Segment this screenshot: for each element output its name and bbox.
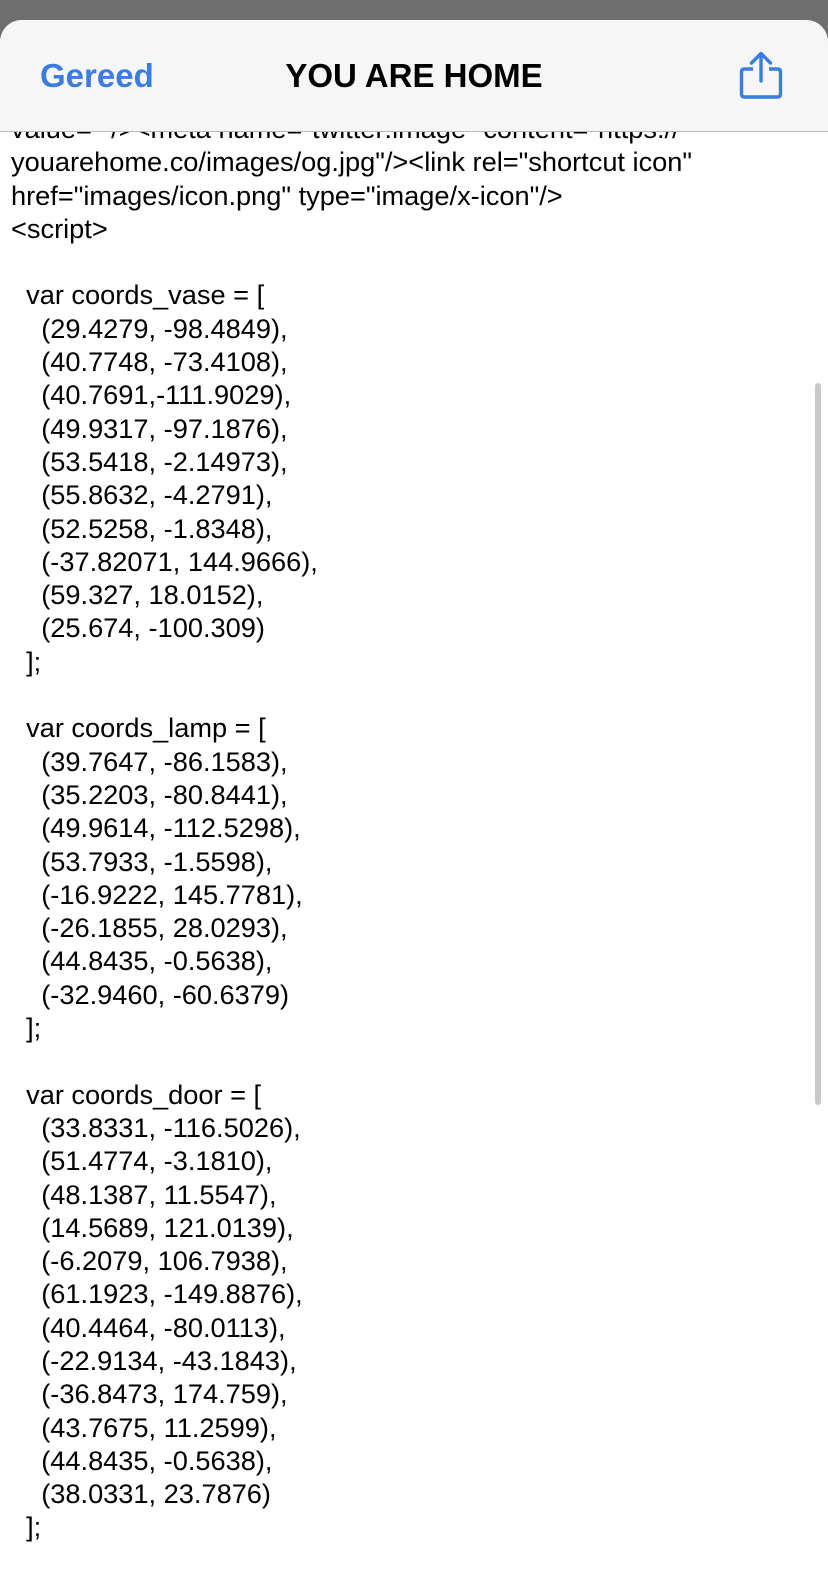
source-viewer-sheet xyxy=(0,20,828,1573)
source-line: (59.327, 18.0152), xyxy=(11,579,264,611)
source-line: (-22.9134, -43.1843), xyxy=(11,1344,297,1376)
source-line: var coords_lamp = [ xyxy=(11,712,266,744)
source-line: (14.5689, 121.0139), xyxy=(11,1211,294,1243)
navigation-bar xyxy=(0,20,828,132)
source-line: <script> xyxy=(11,212,108,244)
source-line: (35.2203, -80.8441), xyxy=(11,778,288,810)
source-line: (33.8331, -116.5026), xyxy=(11,1111,301,1143)
source-line: ]; xyxy=(11,1511,42,1543)
source-line: (49.9317, -97.1876), xyxy=(11,412,288,444)
source-code-text xyxy=(11,112,692,1544)
share-icon-graphic xyxy=(738,50,784,100)
page-title: YOU ARE HOME xyxy=(285,57,543,94)
source-line: (51.4774, -3.1810), xyxy=(11,1145,273,1177)
source-code-view[interactable] xyxy=(0,20,828,1573)
source-line: (43.7675, 11.2599), xyxy=(11,1411,277,1443)
source-line: (40.7691,-111.9029), xyxy=(11,379,292,411)
source-line: (-36.8473, 174.759), xyxy=(11,1378,288,1410)
source-line: youarehome.co/images/og.jpg"/><link rel="shortcut icon" xyxy=(11,146,693,178)
vertical-scrollbar[interactable] xyxy=(815,383,821,1105)
source-line: (29.4279, -98.4849), xyxy=(11,312,288,344)
source-line: (-26.1855, 28.0293), xyxy=(11,912,288,944)
source-line: (-16.9222, 145.7781), xyxy=(11,878,303,910)
share-icon[interactable] xyxy=(738,50,784,100)
source-line: (53.5418, -2.14973), xyxy=(11,445,288,477)
source-line: (49.9614, -112.5298), xyxy=(11,812,301,844)
source-line: (44.8435, -0.5638), xyxy=(11,945,273,977)
source-line: (44.8435, -0.5638), xyxy=(11,1444,273,1476)
source-line: var coords_vase = [ xyxy=(11,279,265,311)
source-line: ]; xyxy=(11,1012,42,1044)
source-line: (-32.9460, -60.6379) xyxy=(11,978,290,1010)
source-line: var coords_door = [ xyxy=(11,1078,262,1110)
source-line: (25.674, -100.309) xyxy=(11,612,265,644)
source-line: (53.7933, -1.5598), xyxy=(11,845,273,877)
source-line: (38.0331, 23.7876) xyxy=(11,1478,271,1510)
source-line: (40.4464, -80.0113), xyxy=(11,1311,286,1343)
source-line: href="images/icon.png" type="image/x-icon"/> xyxy=(11,179,563,211)
source-line: (-37.82071, 144.9666), xyxy=(11,545,318,577)
source-line: ]; xyxy=(11,645,42,677)
source-line: (40.7748, -73.4108), xyxy=(11,346,288,378)
source-line: (61.1923, -149.8876), xyxy=(11,1278,303,1310)
source-line: (-6.2079, 106.7938), xyxy=(11,1245,288,1277)
source-line: (52.5258, -1.8348), xyxy=(11,512,273,544)
done-button[interactable]: Gereed xyxy=(40,57,154,94)
source-line: (55.8632, -4.2791), xyxy=(11,479,273,511)
source-line: (48.1387, 11.5547), xyxy=(11,1178,277,1210)
source-line: (39.7647, -86.1583), xyxy=(11,745,288,777)
